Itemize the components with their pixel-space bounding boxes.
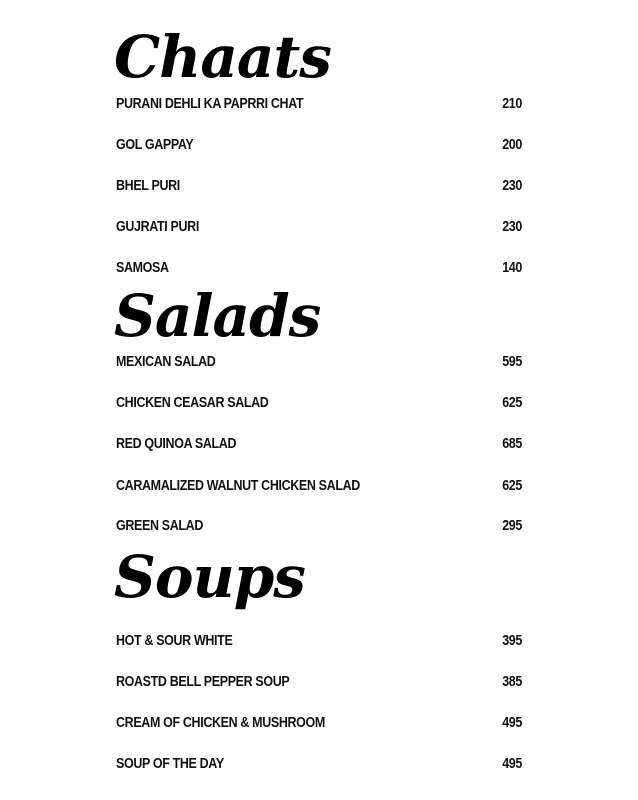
menu-item bbox=[116, 713, 522, 733]
item-price: 495 bbox=[502, 715, 522, 731]
item-price: 595 bbox=[502, 354, 522, 370]
item-name: RED QUINOA SALAD bbox=[116, 436, 237, 452]
item-price: 140 bbox=[502, 260, 522, 276]
item-name: PURANI DEHLI KA PAPRRI CHAT bbox=[116, 96, 304, 112]
item-price: 385 bbox=[502, 674, 522, 690]
menu-item bbox=[116, 258, 522, 278]
item-name: ROASTD BELL PEPPER SOUP bbox=[116, 674, 290, 690]
item-price: 295 bbox=[502, 518, 522, 534]
menu-item bbox=[116, 434, 522, 454]
item-price: 495 bbox=[502, 756, 522, 772]
menu-item bbox=[116, 754, 522, 774]
item-price: 230 bbox=[502, 219, 522, 235]
menu-item bbox=[116, 176, 522, 196]
item-name: MEXICAN SALAD bbox=[116, 354, 216, 370]
item-price: 625 bbox=[502, 395, 522, 411]
item-price: 685 bbox=[502, 436, 522, 452]
item-price: 625 bbox=[502, 478, 522, 494]
item-name: BHEL PURI bbox=[116, 178, 180, 194]
item-name: SAMOSA bbox=[116, 260, 169, 276]
menu-item bbox=[116, 631, 522, 651]
menu-item bbox=[116, 476, 522, 496]
menu-item bbox=[116, 94, 522, 114]
menu-item bbox=[116, 672, 522, 692]
section-title: Chaats bbox=[114, 23, 331, 91]
menu-item bbox=[116, 217, 522, 237]
menu-item bbox=[116, 352, 522, 372]
menu-item bbox=[116, 135, 522, 155]
item-name: GREEN SALAD bbox=[116, 518, 203, 534]
menu-item bbox=[116, 393, 522, 413]
item-price: 230 bbox=[502, 178, 522, 194]
item-name: CREAM OF CHICKEN & MUSHROOM bbox=[116, 715, 325, 731]
item-name: GOL GAPPAY bbox=[116, 137, 194, 153]
item-price: 395 bbox=[502, 633, 522, 649]
section-title: Salads bbox=[114, 282, 321, 350]
item-name: CHICKEN CEASAR SALAD bbox=[116, 395, 269, 411]
menu-item bbox=[116, 516, 522, 536]
item-price: 210 bbox=[502, 96, 522, 112]
item-name: CARAMALIZED WALNUT CHICKEN SALAD bbox=[116, 478, 360, 494]
item-name: HOT & SOUR WHITE bbox=[116, 633, 233, 649]
item-name: SOUP OF THE DAY bbox=[116, 756, 224, 772]
section-title: Soups bbox=[114, 543, 305, 611]
item-price: 200 bbox=[502, 137, 522, 153]
item-name: GUJRATI PURI bbox=[116, 219, 199, 235]
